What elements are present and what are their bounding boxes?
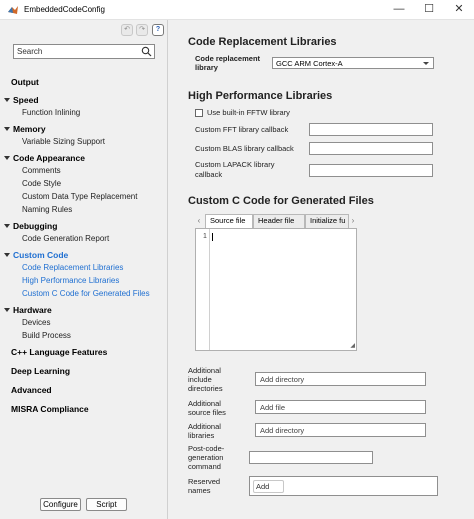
tree-custom-code-label: Custom Code bbox=[13, 250, 69, 260]
blas-callback-field[interactable] bbox=[309, 142, 433, 155]
tree-output[interactable] bbox=[11, 77, 39, 87]
tab-initialize-function[interactable]: Initialize fu bbox=[305, 214, 349, 228]
reserved-names-label-line1: Reserved bbox=[188, 477, 221, 486]
line-number-gutter bbox=[196, 229, 210, 350]
section-heading-custom-c: Custom C Code for Generated Files bbox=[188, 195, 374, 207]
custom-code-tabs bbox=[195, 214, 357, 228]
reserved-names-field[interactable] bbox=[249, 476, 438, 496]
source-files-field[interactable] bbox=[255, 400, 426, 414]
expand-arrow-icon[interactable] bbox=[4, 156, 10, 160]
crl-label-line1: Code replacement bbox=[195, 54, 261, 63]
libraries-label-line1: Additional bbox=[188, 422, 221, 431]
search-placeholder: Search bbox=[17, 47, 43, 56]
tree-memory[interactable] bbox=[4, 124, 46, 134]
tab-header-file[interactable]: Header file bbox=[253, 214, 305, 228]
window-title: EmbeddedCodeConfig bbox=[24, 5, 105, 14]
expand-arrow-icon[interactable] bbox=[4, 308, 10, 312]
expand-arrow-icon[interactable] bbox=[4, 127, 10, 131]
include-dirs-placeholder: Add directory bbox=[260, 375, 305, 384]
source-file-editor[interactable] bbox=[195, 228, 357, 351]
tree-hardware[interactable] bbox=[4, 305, 52, 315]
tab-scroll-right-icon[interactable]: › bbox=[351, 216, 355, 225]
tree-deep-learning[interactable]: Deep Learning bbox=[11, 366, 71, 376]
libraries-placeholder: Add directory bbox=[260, 426, 305, 435]
tree-output-label: Output bbox=[11, 77, 39, 87]
tree-speed-label: Speed bbox=[13, 95, 39, 105]
include-dirs-label-line1: Additional bbox=[188, 366, 221, 375]
use-fftw-label: Use built-in FFTW library bbox=[207, 108, 290, 117]
post-codegen-label-line1: Post-code- bbox=[188, 444, 225, 453]
tree-speed[interactable] bbox=[4, 95, 39, 105]
tree-code-appearance-label: Code Appearance bbox=[13, 153, 85, 163]
tree-custom-code[interactable] bbox=[4, 250, 68, 260]
include-dirs-label-line3: directories bbox=[188, 384, 223, 393]
tree-variable-sizing-support[interactable]: Variable Sizing Support bbox=[22, 137, 106, 146]
script-button[interactable]: Script bbox=[86, 498, 127, 511]
search-input[interactable] bbox=[13, 44, 155, 59]
crl-selected-value: GCC ARM Cortex-A bbox=[276, 59, 343, 68]
tree-build-process[interactable]: Build Process bbox=[22, 331, 71, 340]
source-files-placeholder: Add file bbox=[260, 403, 286, 412]
close-button[interactable]: ✕ bbox=[454, 3, 464, 15]
text-cursor bbox=[212, 233, 213, 241]
tab-scroll-left-icon[interactable]: ‹ bbox=[197, 216, 201, 225]
tree-function-inlining[interactable]: Function Inlining bbox=[22, 108, 81, 117]
tree-cpp-language-features[interactable]: C++ Language Features bbox=[11, 347, 108, 357]
category-panel bbox=[0, 20, 168, 519]
expand-arrow-icon[interactable] bbox=[4, 98, 10, 102]
blas-callback-label: Custom BLAS library callback bbox=[195, 144, 294, 153]
expand-arrow-icon[interactable] bbox=[4, 253, 10, 257]
code-replacement-library-select[interactable] bbox=[272, 57, 434, 69]
tree-misra-compliance[interactable]: MISRA Compliance bbox=[11, 404, 89, 414]
help-icon[interactable]: ? bbox=[152, 24, 164, 36]
tree-advanced[interactable]: Advanced bbox=[11, 385, 52, 395]
post-codegen-label-line3: command bbox=[188, 462, 221, 471]
tree-high-performance-libraries[interactable]: High Performance Libraries bbox=[22, 276, 120, 285]
configure-button[interactable]: Configure bbox=[40, 498, 81, 511]
redo-icon[interactable]: ↷ bbox=[136, 24, 148, 36]
title-bar bbox=[0, 0, 474, 20]
section-heading-crl: Code Replacement Libraries bbox=[188, 36, 337, 48]
post-codegen-command-field[interactable] bbox=[249, 451, 373, 464]
include-dirs-field[interactable] bbox=[255, 372, 426, 386]
settings-panel bbox=[169, 20, 474, 519]
libraries-field[interactable] bbox=[255, 423, 426, 437]
source-files-label-line1: Additional bbox=[188, 399, 221, 408]
chevron-down-icon bbox=[423, 62, 429, 65]
reserved-names-add-input[interactable]: Add bbox=[253, 480, 284, 493]
tree-comments[interactable]: Comments bbox=[22, 166, 61, 175]
tree-naming-rules[interactable]: Naming Rules bbox=[22, 205, 73, 214]
line-number: 1 bbox=[203, 233, 207, 240]
tree-devices[interactable]: Devices bbox=[22, 318, 51, 327]
use-fftw-checkbox[interactable] bbox=[195, 109, 203, 117]
libraries-label-line2: libraries bbox=[188, 431, 215, 440]
tree-debugging[interactable] bbox=[4, 221, 57, 231]
tree-custom-data-type-replacement[interactable]: Custom Data Type Replacement bbox=[22, 192, 138, 201]
crl-label-line2: library bbox=[195, 63, 218, 72]
section-heading-hpl: High Performance Libraries bbox=[188, 90, 333, 102]
lapack-callback-label-line2: callback bbox=[195, 170, 223, 179]
include-dirs-label-line2: include bbox=[188, 375, 212, 384]
source-files-label-line2: source files bbox=[188, 408, 226, 417]
matlab-app-icon bbox=[7, 4, 19, 16]
tree-memory-label: Memory bbox=[13, 124, 46, 134]
reserved-names-label-line2: names bbox=[188, 486, 211, 495]
fft-callback-field[interactable] bbox=[309, 123, 433, 136]
post-codegen-label-line2: generation bbox=[188, 453, 224, 462]
expand-arrow-icon[interactable] bbox=[4, 224, 10, 228]
undo-icon[interactable]: ↶ bbox=[121, 24, 133, 36]
tree-hardware-label: Hardware bbox=[13, 305, 52, 315]
tree-code-generation-report[interactable]: Code Generation Report bbox=[22, 234, 110, 243]
tree-code-appearance[interactable] bbox=[4, 153, 85, 163]
fft-callback-label: Custom FFT library callback bbox=[195, 125, 289, 134]
tree-code-replacement-libraries[interactable]: Code Replacement Libraries bbox=[22, 263, 124, 272]
tree-code-style[interactable]: Code Style bbox=[22, 179, 62, 188]
tab-source-file[interactable]: Source file bbox=[205, 214, 253, 228]
tree-custom-c-code-for-generated-files[interactable]: Custom C Code for Generated Files bbox=[22, 289, 150, 298]
lapack-callback-field[interactable] bbox=[309, 164, 433, 177]
minimize-button[interactable]: — bbox=[393, 3, 405, 15]
resize-grip-icon[interactable]: ◢ bbox=[350, 343, 355, 349]
lapack-callback-label-line1: Custom LAPACK library bbox=[195, 160, 275, 169]
tree-debugging-label: Debugging bbox=[13, 221, 58, 231]
search-icon[interactable] bbox=[141, 46, 152, 57]
maximize-button[interactable]: ☐ bbox=[424, 3, 434, 15]
